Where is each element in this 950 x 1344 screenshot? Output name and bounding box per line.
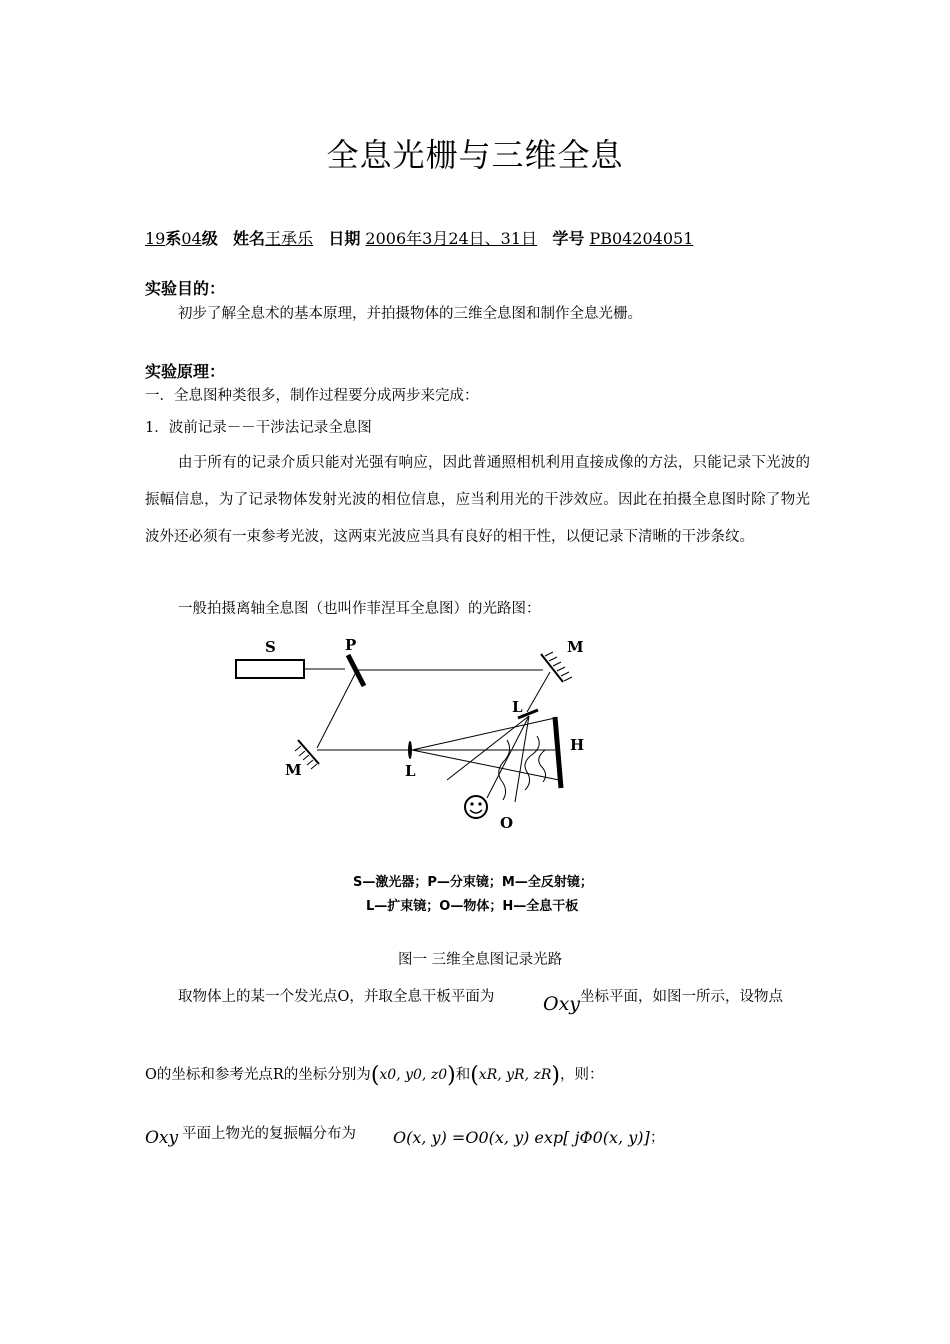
body-line-3-math: Oxy	[145, 1128, 179, 1148]
body-line-2-start: O的坐标和参考光点R的坐标分别为(x0, y0, z0)和(xR, yR, zR)，则：	[145, 1063, 604, 1088]
body-line-1-start: 取物体上的某一个发光点O，并取全息干板平面为	[178, 989, 495, 1005]
scatter-wave-2	[525, 736, 539, 790]
label-l-top: L	[512, 698, 523, 716]
label-m-top: M	[567, 638, 584, 656]
label-l-small: L	[405, 762, 416, 780]
label-h: H	[570, 736, 585, 754]
object-smiley-icon	[465, 796, 487, 818]
reference-point-coords: xR, yR, zR	[478, 1067, 552, 1083]
object-beam-3	[447, 716, 529, 780]
purpose-heading: 实验目的：	[145, 279, 226, 298]
beam-top-mirror-to-lens	[527, 672, 550, 712]
laser-rect	[236, 660, 304, 678]
top-mirror	[541, 654, 563, 682]
grade-number: 04	[181, 229, 202, 248]
purpose-text: 初步了解全息术的基本原理，并拍摄物体的三维全息图和制作全息光栅。	[178, 306, 642, 322]
optical-path-diagram	[225, 630, 625, 840]
figure-caption: 图一 三维全息图记录光路	[398, 952, 563, 968]
diverging-beam-upper	[412, 718, 555, 750]
label-o: O	[500, 814, 514, 832]
figure-intro: 一般拍摄离轴全息图（也叫作菲涅耳全息图）的光路图：	[178, 601, 541, 617]
page-title: 全息光栅与三维全息	[326, 136, 624, 174]
smiley-eye-right	[478, 802, 481, 805]
body-line-1-end: 坐标平面，如图一所示，设物点	[580, 989, 783, 1005]
body-line-3-text: 平面上物光的复振幅分布为	[182, 1126, 356, 1142]
principle-paragraph: 由于所有的记录介质只能对光强有响应，因此普通照相机利用直接成像的方法，只能记录下光波的振幅信息，为了记录物体发射光波的相位信息，应当利用光的干涉效应。因此在拍摄全息图时除了物光波外还必须有一束参考光波，这两束光波应当具有良好的相干性，以便记录下清晰的干涉条纹。	[145, 455, 810, 545]
body-line-2-end: ，则：	[560, 1067, 604, 1083]
complex-amplitude-formula: O(x, y) =O0(x, y) exp[ jΦ0(x, y)]	[393, 1128, 650, 1147]
principle-line-1: 一．全息图种类很多，制作过程要分成两步来完成：	[145, 388, 479, 404]
date-value: 2006年3月24日、31日	[365, 229, 538, 248]
diverging-beam-lower	[412, 750, 559, 780]
hologram-plate	[555, 717, 561, 788]
label-s: S	[265, 638, 276, 656]
body-line-2-and: 和	[455, 1067, 471, 1083]
figure-legend-line-2: L—扩束镜；O—物体；H—全息干板	[366, 899, 579, 914]
body-line-3-end: ；	[650, 1130, 665, 1146]
grade-word: 级	[201, 229, 218, 248]
beam-to-left-mirror	[317, 672, 356, 748]
student-info-line	[145, 226, 693, 249]
id-label: 学号	[552, 229, 585, 248]
label-m-left: M	[285, 761, 302, 779]
object-point-coords: x0, y0, z0	[379, 1067, 448, 1083]
dept-word: 系	[165, 229, 182, 248]
date-label: 日期	[328, 229, 361, 248]
name-value: 王承乐	[265, 229, 314, 248]
principle-line-2: 1．波前记录－－干涉法记录全息图	[145, 420, 372, 436]
name-label: 姓名	[233, 229, 266, 248]
body-line-2-text: O的坐标和参考光点R的坐标分别为	[145, 1067, 371, 1083]
small-lens	[408, 741, 412, 759]
principle-heading: 实验原理：	[145, 362, 226, 381]
smiley-eye-left	[470, 802, 473, 805]
smiley-mouth	[470, 810, 482, 813]
figure-legend-line-1: S—激光器；P—分束镜；M—全反射镜；	[353, 875, 593, 890]
label-p: P	[345, 636, 357, 654]
body-line-1-math: Oxy	[543, 993, 581, 1015]
id-value: PB04204051	[589, 229, 694, 248]
dept-number: 19	[145, 229, 166, 248]
